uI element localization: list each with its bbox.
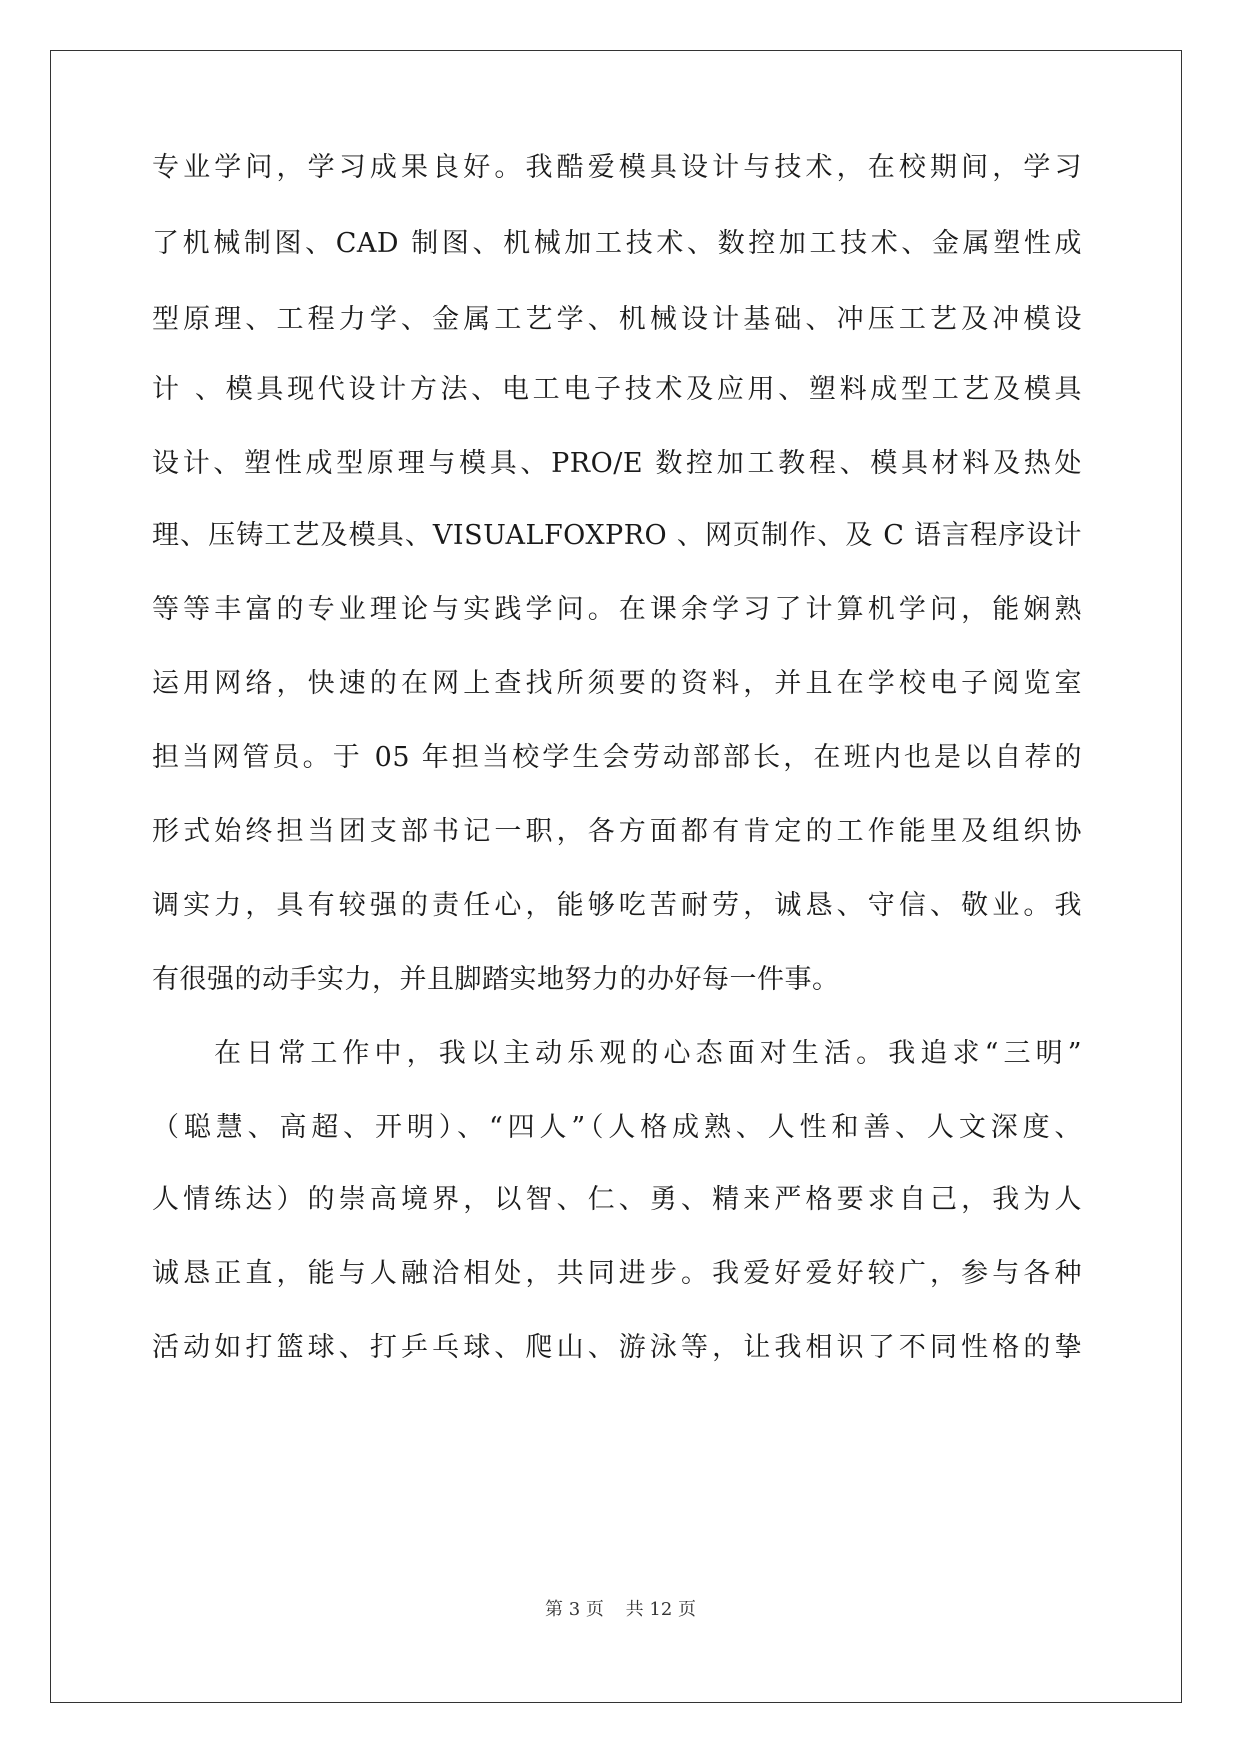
paragraph-2-line-3: 人情练达）的崇高境界，以智、仁、勇、精来严格要求自己，我为人 [152, 1184, 1082, 1215]
paragraph-2-line-5: 活动如打篮球、打乒乓球、爬山、游泳等，让我相识了不同性格的挚 [152, 1332, 1082, 1363]
paragraph-2-line-1: 在日常工作中，我以主动乐观的心态面对生活。我追求“三明” [214, 1038, 1082, 1069]
paragraph-2-line-4: 诚恳正直，能与人融洽相处，共同进步。我爱好爱好较广，参与各种 [152, 1258, 1082, 1289]
page-total: 共 12 页 [625, 1599, 696, 1620]
page-number: 第 3 页 [545, 1599, 604, 1620]
paragraph-1-line-12: 有很强的动手实力，并且脚踏实地努力的办好每一件事。 [152, 964, 840, 995]
paragraph-1-line-10: 形式始终担当团支部书记一职，各方面都有肯定的工作能里及组织协 [152, 816, 1082, 847]
paragraph-2-line-2: （聪慧、高超、开明）、“四人”（人格成熟、人性和善、人文深度、 [152, 1112, 1082, 1143]
paragraph-1-line-1: 专业学问，学习成果良好。我酷爱模具设计与技术，在校期间，学习 [152, 152, 1082, 183]
paragraph-1-line-5: 设计、塑性成型原理与模具、PRO/E 数控加工教程、模具材料及热处 [152, 448, 1082, 479]
paragraph-1-line-3: 型原理、工程力学、金属工艺学、机械设计基础、冲压工艺及冲模设 [152, 304, 1082, 335]
paragraph-1-line-7: 等等丰富的专业理论与实践学问。在课余学习了计算机学问，能娴熟 [152, 594, 1082, 625]
paragraph-1-line-2: 了机械制图、CAD 制图、机械加工技术、数控加工技术、金属塑性成 [152, 228, 1082, 259]
page-footer [0, 1595, 1241, 1621]
paragraph-1-line-4: 计 、模具现代设计方法、电工电子技术及应用、塑料成型工艺及模具 [152, 374, 1082, 405]
paragraph-1-line-9: 担当网管员。于 05 年担当校学生会劳动部部长，在班内也是以自荐的 [152, 742, 1082, 773]
paragraph-1-line-6: 理、压铸工艺及模具、VISUALFOXPRO 、网页制作、及 C 语言程序设计 [152, 520, 1082, 551]
paragraph-1-line-8: 运用网络，快速的在网上查找所须要的资料，并且在学校电子阅览室 [152, 668, 1082, 699]
paragraph-1-line-11: 调实力，具有较强的责任心，能够吃苦耐劳，诚恳、守信、敬业。我 [152, 890, 1082, 921]
